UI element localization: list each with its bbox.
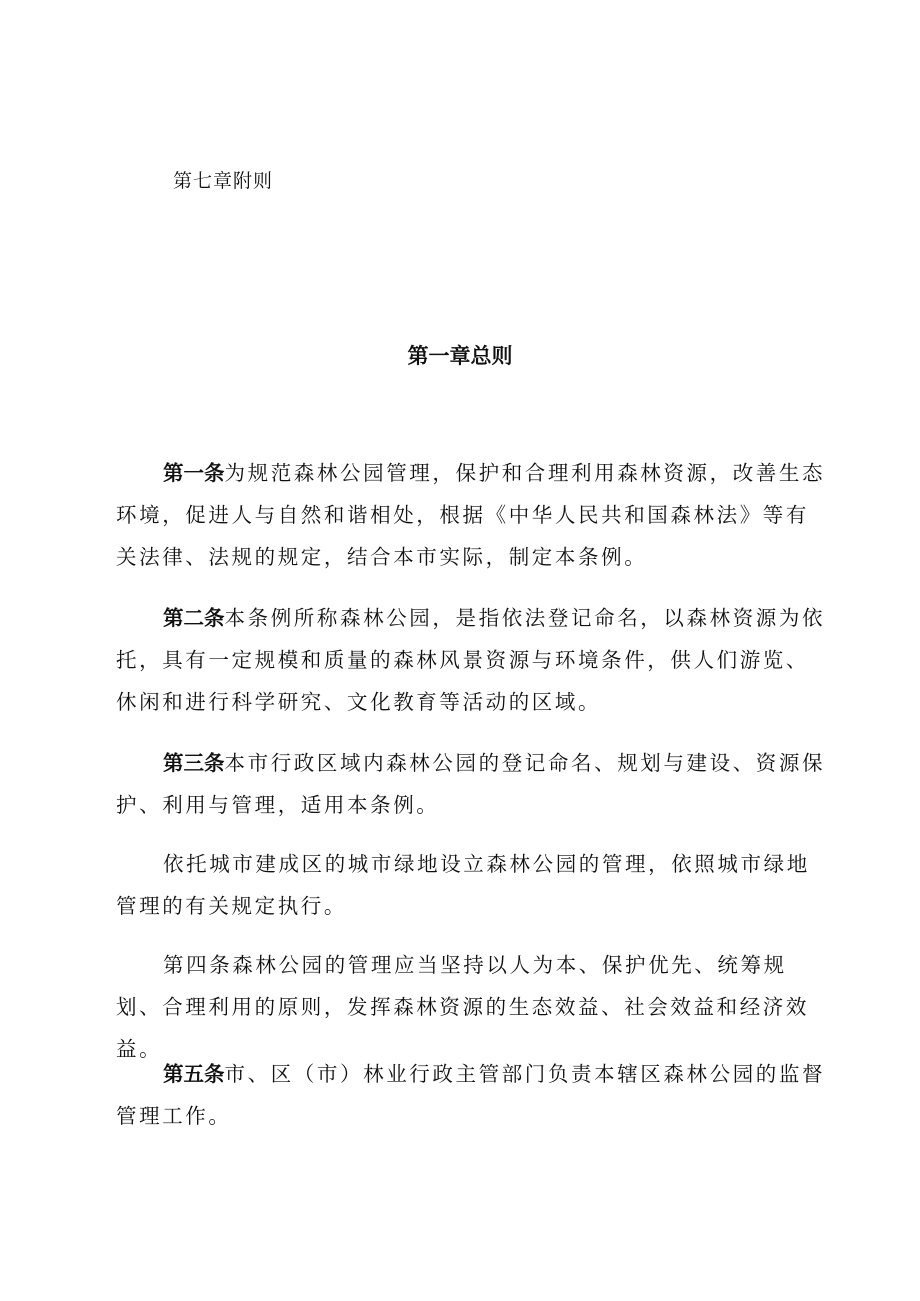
article-paragraph <box>116 597 830 723</box>
paragraph-text: 依托城市建成区的城市绿地设立森林公园的管理，依照城市绿地管理的有关规定执行。 <box>116 852 810 918</box>
article-number: 第一条 <box>163 461 225 485</box>
toc-entry-chapter-seven: 第七章附则 <box>173 170 274 192</box>
article-text: 本市行政区域内森林公园的登记命名、规划与建设、资源保护、利用与管理，适用本条例。 <box>116 751 826 817</box>
body-paragraph <box>116 843 830 927</box>
article-number: 第三条 <box>163 751 225 775</box>
body-paragraph <box>116 944 830 1070</box>
article-paragraph <box>116 742 830 826</box>
article-paragraph <box>116 1053 830 1137</box>
article-number: 第二条 <box>163 606 225 630</box>
article-text: 本条例所称森林公园，是指依法登记命名，以森林资源为依托，具有一定规模和质量的森林风景资源与环境条件，供人们游览、休闲和进行科学研究、文化教育等活动的区域。 <box>116 606 826 714</box>
article-paragraph <box>116 452 830 578</box>
article-text: 市、区（市）林业行政主管部门负责本辖区森林公园的监督管理工作。 <box>116 1062 826 1128</box>
article-text: 为规范森林公园管理，保护和合理利用森林资源，改善生态环境，促进人与自然和谐相处，根据《中华人民共和国森林法》等有关法律、法规的规定，结合本市实际，制定本条例。 <box>116 461 826 569</box>
paragraph-text: 第四条森林公园的管理应当坚持以人为本、保护优先、统筹规划、合理利用的原则，发挥森林资源的生态效益、社会效益和经济效益。 <box>116 953 809 1061</box>
chapter-title: 第一章总则 <box>407 344 513 368</box>
article-number: 第五条 <box>163 1062 225 1086</box>
